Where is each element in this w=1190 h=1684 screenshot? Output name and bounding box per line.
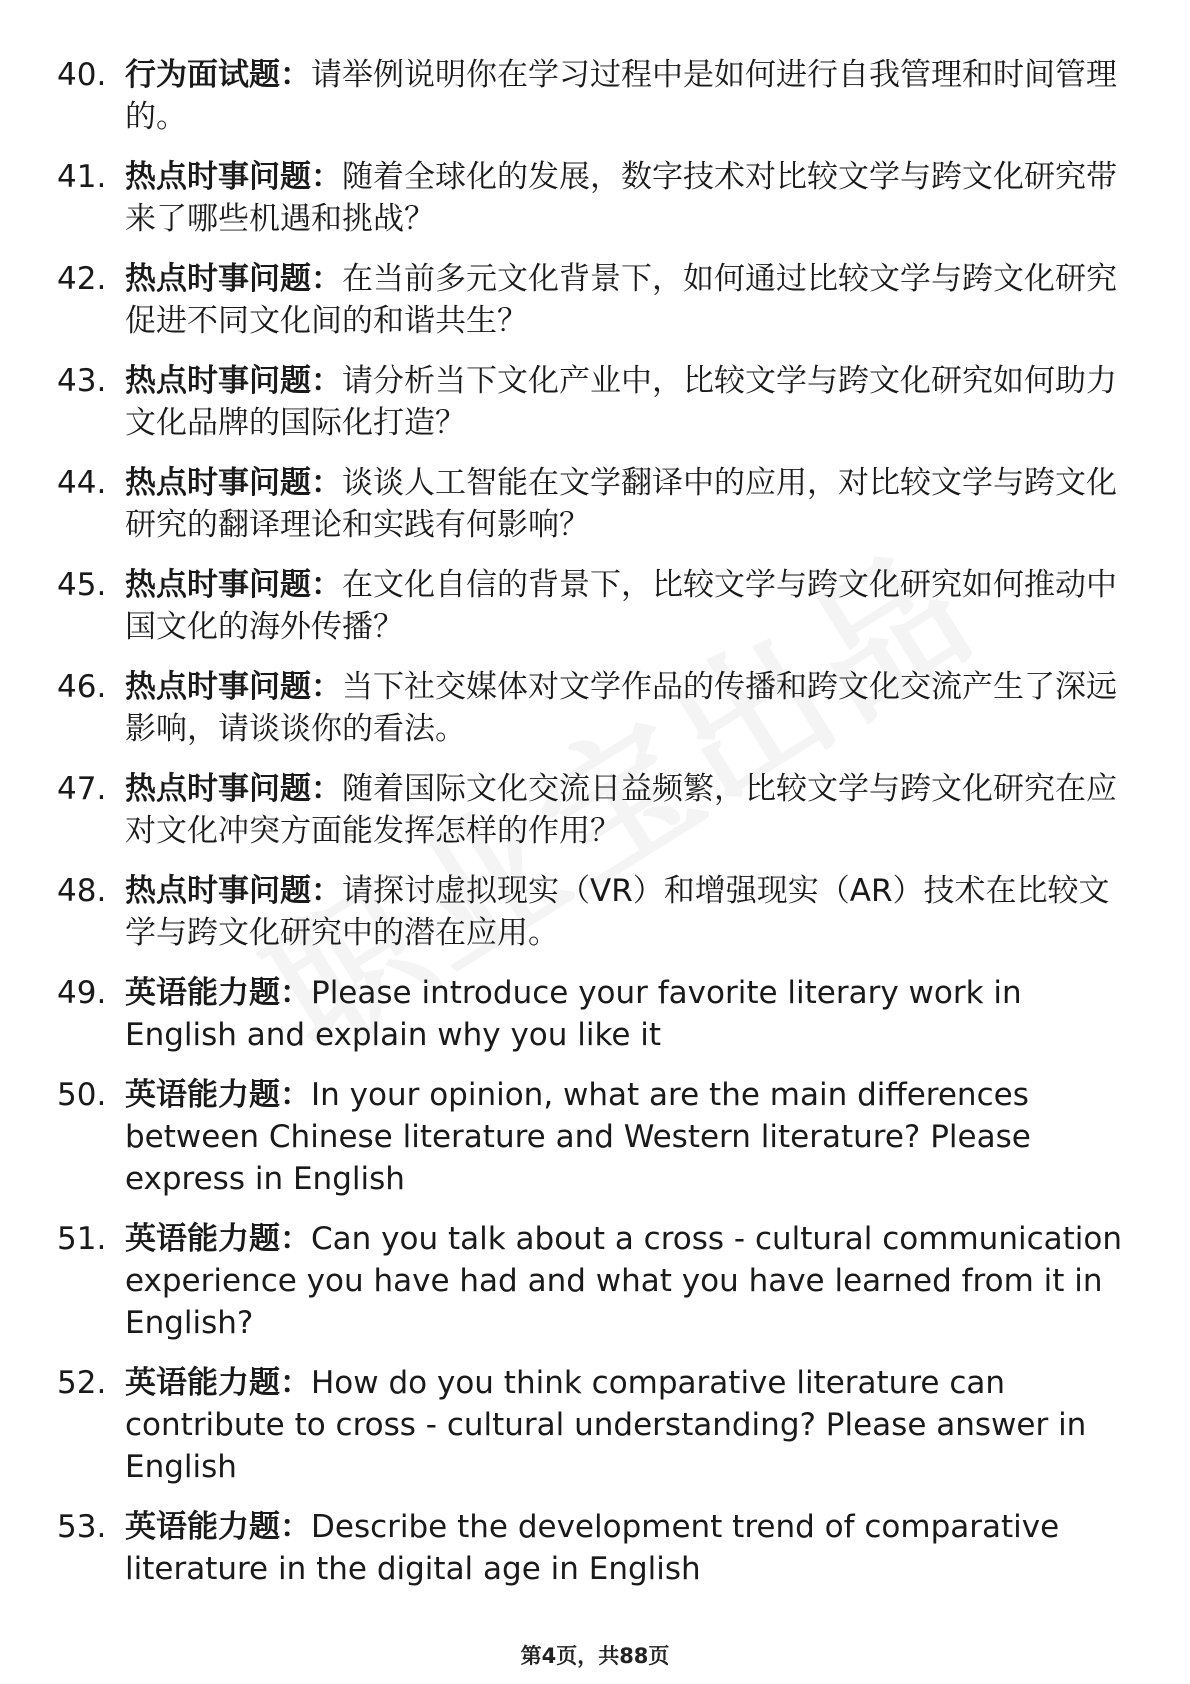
question-category: 英语能力题：: [125, 1509, 311, 1545]
question-number: 41.: [57, 159, 107, 195]
question-category: 热点时事问题：: [125, 567, 342, 603]
question-number: 46.: [57, 669, 107, 705]
question-item: [0, 1506, 1190, 1590]
question-number: 50.: [57, 1077, 107, 1113]
question-number: 45.: [57, 567, 107, 603]
question-category: 英语能力题：: [125, 1365, 311, 1401]
question-item: [0, 564, 1190, 648]
question-category: 热点时事问题：: [125, 363, 342, 399]
question-number: 51.: [57, 1221, 107, 1257]
question-text: 请探讨虚拟现实（VR）和增强现实（AR）技术在比较文学与跨文化研究中的潜在应用。: [125, 873, 1110, 951]
question-category: 行为面试题：: [125, 57, 311, 93]
question-text: 请分析当下文化产业中，比较文学与跨文化研究如何助力文化品牌的国际化打造？: [125, 363, 1117, 441]
question-text: 随着国际文化交流日益频繁，比较文学与跨文化研究在应对文化冲突方面能发挥怎样的作用？: [125, 771, 1117, 849]
question-item: [0, 666, 1190, 750]
question-category: 热点时事问题：: [125, 771, 342, 807]
question-category: 热点时事问题：: [125, 669, 342, 705]
question-number: 44.: [57, 465, 107, 501]
question-number: 53.: [57, 1509, 107, 1545]
question-text: 当下社交媒体对文学作品的传播和跨文化交流产生了深远影响，请谈谈你的看法。: [125, 669, 1117, 747]
question-category: 热点时事问题：: [125, 465, 342, 501]
question-item: [0, 54, 1190, 138]
question-list: [0, 54, 1190, 1608]
question-number: 40.: [57, 57, 107, 93]
question-item: [0, 258, 1190, 342]
question-item: [0, 768, 1190, 852]
question-text: How do you think comparative literature can contribute to cross - cultural understanding? Please answer in English: [125, 1365, 1087, 1485]
question-text: Can you talk about a cross - cultural communication experience you have had and what you have learned from it in English?: [125, 1221, 1122, 1341]
question-item: [0, 870, 1190, 954]
question-text: Please introduce your favorite literary work in English and explain why you like it: [125, 975, 1022, 1053]
question-item: [0, 1218, 1190, 1344]
question-item: [0, 360, 1190, 444]
question-text: 在当前多元文化背景下，如何通过比较文学与跨文化研究促进不同文化间的和谐共生？: [125, 261, 1117, 339]
question-number: 42.: [57, 261, 107, 297]
question-number: 52.: [57, 1365, 107, 1401]
question-item: [0, 972, 1190, 1056]
question-text: Describe the development trend of comparative literature in the digital age in English: [125, 1509, 1060, 1587]
question-category: 英语能力题：: [125, 1221, 311, 1257]
page-footer: 第4页，共88页: [520, 1644, 670, 1668]
question-item: [0, 1362, 1190, 1488]
question-number: 48.: [57, 873, 107, 909]
question-text: 谈谈人工智能在文学翻译中的应用，对比较文学与跨文化研究的翻译理论和实践有何影响？: [125, 465, 1117, 543]
question-text: 在文化自信的背景下，比较文学与跨文化研究如何推动中国文化的海外传播？: [125, 567, 1117, 645]
question-category: 英语能力题：: [125, 975, 311, 1011]
question-text: In your opinion, what are the main differences between Chinese literature and Western literature? Please express in English: [125, 1077, 1031, 1197]
question-number: 49.: [57, 975, 107, 1011]
question-text: 请举例说明你在学习过程中是如何进行自我管理和时间管理的。: [125, 57, 1117, 135]
question-number: 43.: [57, 363, 107, 399]
question-category: 热点时事问题：: [125, 261, 342, 297]
question-category: 热点时事问题：: [125, 873, 342, 909]
question-text: 随着全球化的发展，数字技术对比较文学与跨文化研究带来了哪些机遇和挑战？: [125, 159, 1117, 237]
question-item: [0, 462, 1190, 546]
question-category: 热点时事问题：: [125, 159, 342, 195]
question-number: 47.: [57, 771, 107, 807]
question-category: 英语能力题：: [125, 1077, 311, 1113]
question-item: [0, 156, 1190, 240]
question-item: [0, 1074, 1190, 1200]
